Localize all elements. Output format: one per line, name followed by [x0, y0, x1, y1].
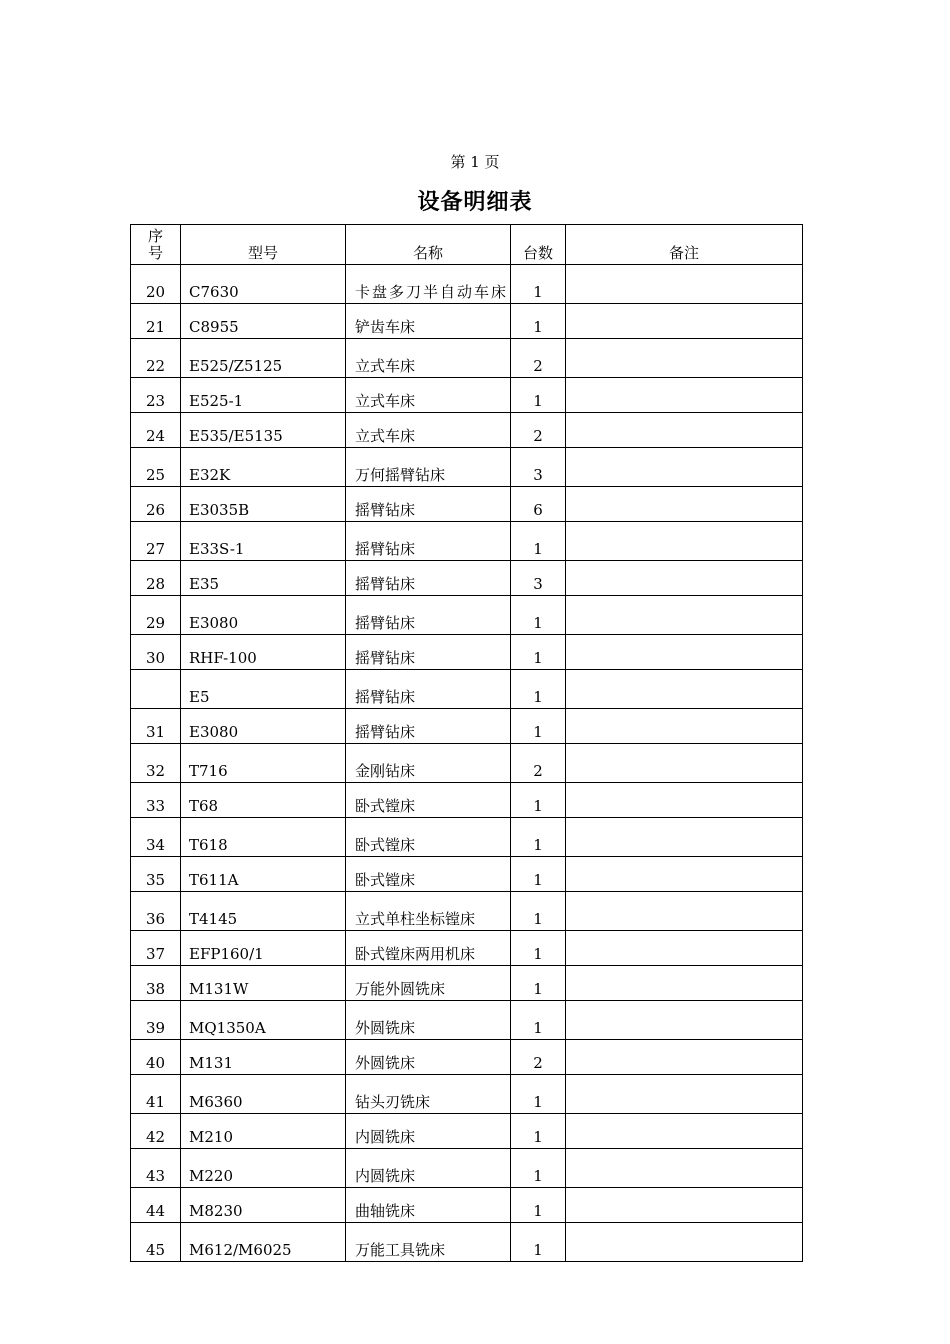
cell-seq: 44	[131, 1188, 181, 1223]
table-row	[131, 892, 803, 931]
table-row	[131, 304, 803, 339]
cell-model: E5	[181, 670, 346, 709]
cell-name: 外圆铣床	[346, 1001, 511, 1040]
cell-name: 万能工具铣床	[346, 1223, 511, 1262]
cell-note	[566, 744, 803, 783]
document-title: 设备明细表	[417, 190, 533, 215]
cell-name: 摇臂钻床	[346, 522, 511, 561]
table-row	[131, 378, 803, 413]
table-row	[131, 596, 803, 635]
header-model: 型号	[181, 225, 346, 265]
cell-qty: 1	[511, 1188, 566, 1223]
cell-model: E525-1	[181, 378, 346, 413]
table-row	[131, 487, 803, 522]
cell-seq: 29	[131, 596, 181, 635]
cell-note	[566, 1114, 803, 1149]
cell-name: 摇臂钻床	[346, 635, 511, 670]
cell-note	[566, 1223, 803, 1262]
cell-model: E3080	[181, 596, 346, 635]
cell-qty: 2	[511, 1040, 566, 1075]
cell-model: E32K	[181, 448, 346, 487]
table-row	[131, 339, 803, 378]
cell-model: T4145	[181, 892, 346, 931]
cell-seq: 33	[131, 783, 181, 818]
cell-note	[566, 413, 803, 448]
cell-model: M210	[181, 1114, 346, 1149]
cell-seq: 34	[131, 818, 181, 857]
cell-model: RHF-100	[181, 635, 346, 670]
table-row	[131, 744, 803, 783]
cell-qty: 1	[511, 378, 566, 413]
table-row	[131, 1223, 803, 1262]
cell-note	[566, 670, 803, 709]
table-row	[131, 1040, 803, 1075]
cell-model: E33S-1	[181, 522, 346, 561]
cell-qty: 1	[511, 1223, 566, 1262]
cell-name: 摇臂钻床	[346, 596, 511, 635]
header-qty: 台数	[511, 225, 566, 265]
cell-seq: 26	[131, 487, 181, 522]
cell-note	[566, 561, 803, 596]
cell-seq: 25	[131, 448, 181, 487]
cell-model: E535/E5135	[181, 413, 346, 448]
cell-name: 摇臂钻床	[346, 670, 511, 709]
cell-note	[566, 1001, 803, 1040]
cell-qty: 2	[511, 339, 566, 378]
cell-name: 万能外圆铣床	[346, 966, 511, 1001]
cell-name: 钻头刃铣床	[346, 1075, 511, 1114]
table-header-row	[131, 225, 803, 265]
header-seq-line2: 号	[147, 244, 163, 262]
cell-note	[566, 783, 803, 818]
cell-model: C7630	[181, 265, 346, 304]
table-row	[131, 709, 803, 744]
cell-model: M131W	[181, 966, 346, 1001]
cell-name: 万何摇臂钻床	[346, 448, 511, 487]
cell-seq: 40	[131, 1040, 181, 1075]
header-seq-line1: 序	[147, 227, 163, 245]
cell-seq: 37	[131, 931, 181, 966]
cell-name: 摇臂钻床	[346, 709, 511, 744]
header-seq	[131, 225, 181, 265]
cell-seq: 21	[131, 304, 181, 339]
cell-seq: 43	[131, 1149, 181, 1188]
cell-name: 金刚钻床	[346, 744, 511, 783]
cell-model: E3035B	[181, 487, 346, 522]
cell-model: M6360	[181, 1075, 346, 1114]
cell-model: T611A	[181, 857, 346, 892]
cell-name: 卧式镗床	[346, 783, 511, 818]
cell-note	[566, 339, 803, 378]
cell-qty: 1	[511, 857, 566, 892]
cell-qty: 2	[511, 413, 566, 448]
cell-note	[566, 892, 803, 931]
cell-model: E3080	[181, 709, 346, 744]
table-row	[131, 1149, 803, 1188]
cell-note	[566, 1040, 803, 1075]
cell-model: T68	[181, 783, 346, 818]
table-row	[131, 783, 803, 818]
cell-name: 立式单柱坐标镗床	[346, 892, 511, 931]
header-name: 名称	[346, 225, 511, 265]
cell-seq: 32	[131, 744, 181, 783]
cell-name: 铲齿车床	[346, 304, 511, 339]
cell-note	[566, 966, 803, 1001]
equipment-table	[130, 224, 803, 1262]
cell-model: E35	[181, 561, 346, 596]
cell-qty: 1	[511, 1114, 566, 1149]
cell-qty: 6	[511, 487, 566, 522]
cell-qty: 1	[511, 892, 566, 931]
header-note: 备注	[566, 225, 803, 265]
cell-qty: 1	[511, 265, 566, 304]
cell-note	[566, 1149, 803, 1188]
cell-note	[566, 487, 803, 522]
cell-name: 摇臂钻床	[346, 487, 511, 522]
cell-note	[566, 265, 803, 304]
cell-seq: 39	[131, 1001, 181, 1040]
cell-qty: 1	[511, 522, 566, 561]
table-row	[131, 561, 803, 596]
cell-name: 立式车床	[346, 413, 511, 448]
cell-name: 卧式镗床	[346, 857, 511, 892]
cell-seq: 31	[131, 709, 181, 744]
cell-qty: 1	[511, 1001, 566, 1040]
cell-qty: 2	[511, 744, 566, 783]
cell-name: 卧式镗床两用机床	[346, 931, 511, 966]
cell-note	[566, 818, 803, 857]
cell-seq: 36	[131, 892, 181, 931]
cell-seq: 23	[131, 378, 181, 413]
cell-model: C8955	[181, 304, 346, 339]
table-row	[131, 522, 803, 561]
cell-seq: 42	[131, 1114, 181, 1149]
table-row	[131, 1001, 803, 1040]
cell-qty: 1	[511, 304, 566, 339]
cell-seq: 20	[131, 265, 181, 304]
cell-note	[566, 1075, 803, 1114]
cell-note	[566, 378, 803, 413]
cell-note	[566, 709, 803, 744]
cell-name: 内圆铣床	[346, 1114, 511, 1149]
cell-name: 内圆铣床	[346, 1149, 511, 1188]
cell-model: E525/Z5125	[181, 339, 346, 378]
cell-seq: 27	[131, 522, 181, 561]
cell-qty: 1	[511, 818, 566, 857]
cell-model: M131	[181, 1040, 346, 1075]
cell-qty: 1	[511, 1075, 566, 1114]
cell-seq: 35	[131, 857, 181, 892]
page-number: 第 1 页	[450, 153, 500, 171]
cell-seq	[131, 670, 181, 709]
cell-model: T618	[181, 818, 346, 857]
cell-qty: 1	[511, 670, 566, 709]
table-row	[131, 818, 803, 857]
table-body	[131, 265, 803, 1262]
cell-name: 摇臂钻床	[346, 561, 511, 596]
cell-qty: 1	[511, 783, 566, 818]
cell-qty: 1	[511, 966, 566, 1001]
cell-qty: 1	[511, 596, 566, 635]
cell-seq: 38	[131, 966, 181, 1001]
cell-qty: 3	[511, 448, 566, 487]
table-row	[131, 413, 803, 448]
cell-model: M8230	[181, 1188, 346, 1223]
cell-qty: 1	[511, 635, 566, 670]
cell-name: 立式车床	[346, 339, 511, 378]
cell-name: 曲轴铣床	[346, 1188, 511, 1223]
table-row	[131, 931, 803, 966]
cell-qty: 3	[511, 561, 566, 596]
table-row	[131, 1114, 803, 1149]
cell-qty: 1	[511, 1149, 566, 1188]
cell-seq: 45	[131, 1223, 181, 1262]
table-row	[131, 265, 803, 304]
cell-seq: 41	[131, 1075, 181, 1114]
table-row	[131, 1075, 803, 1114]
cell-qty: 1	[511, 931, 566, 966]
table-row	[131, 1188, 803, 1223]
cell-model: M612/M6025	[181, 1223, 346, 1262]
table-row	[131, 670, 803, 709]
cell-name: 卡盘多刀半自动车床	[346, 265, 511, 304]
cell-seq: 30	[131, 635, 181, 670]
cell-model: MQ1350A	[181, 1001, 346, 1040]
cell-name: 立式车床	[346, 378, 511, 413]
cell-model: M220	[181, 1149, 346, 1188]
cell-note	[566, 931, 803, 966]
cell-name: 卧式镗床	[346, 818, 511, 857]
cell-note	[566, 1188, 803, 1223]
table-row	[131, 448, 803, 487]
cell-note	[566, 596, 803, 635]
cell-note	[566, 857, 803, 892]
table-row	[131, 635, 803, 670]
cell-seq: 24	[131, 413, 181, 448]
cell-seq: 22	[131, 339, 181, 378]
cell-qty: 1	[511, 709, 566, 744]
cell-note	[566, 448, 803, 487]
cell-note	[566, 635, 803, 670]
cell-note	[566, 304, 803, 339]
cell-name: 外圆铣床	[346, 1040, 511, 1075]
cell-seq: 28	[131, 561, 181, 596]
cell-model: EFP160/1	[181, 931, 346, 966]
table-row	[131, 966, 803, 1001]
cell-note	[566, 522, 803, 561]
cell-model: T716	[181, 744, 346, 783]
table-row	[131, 857, 803, 892]
